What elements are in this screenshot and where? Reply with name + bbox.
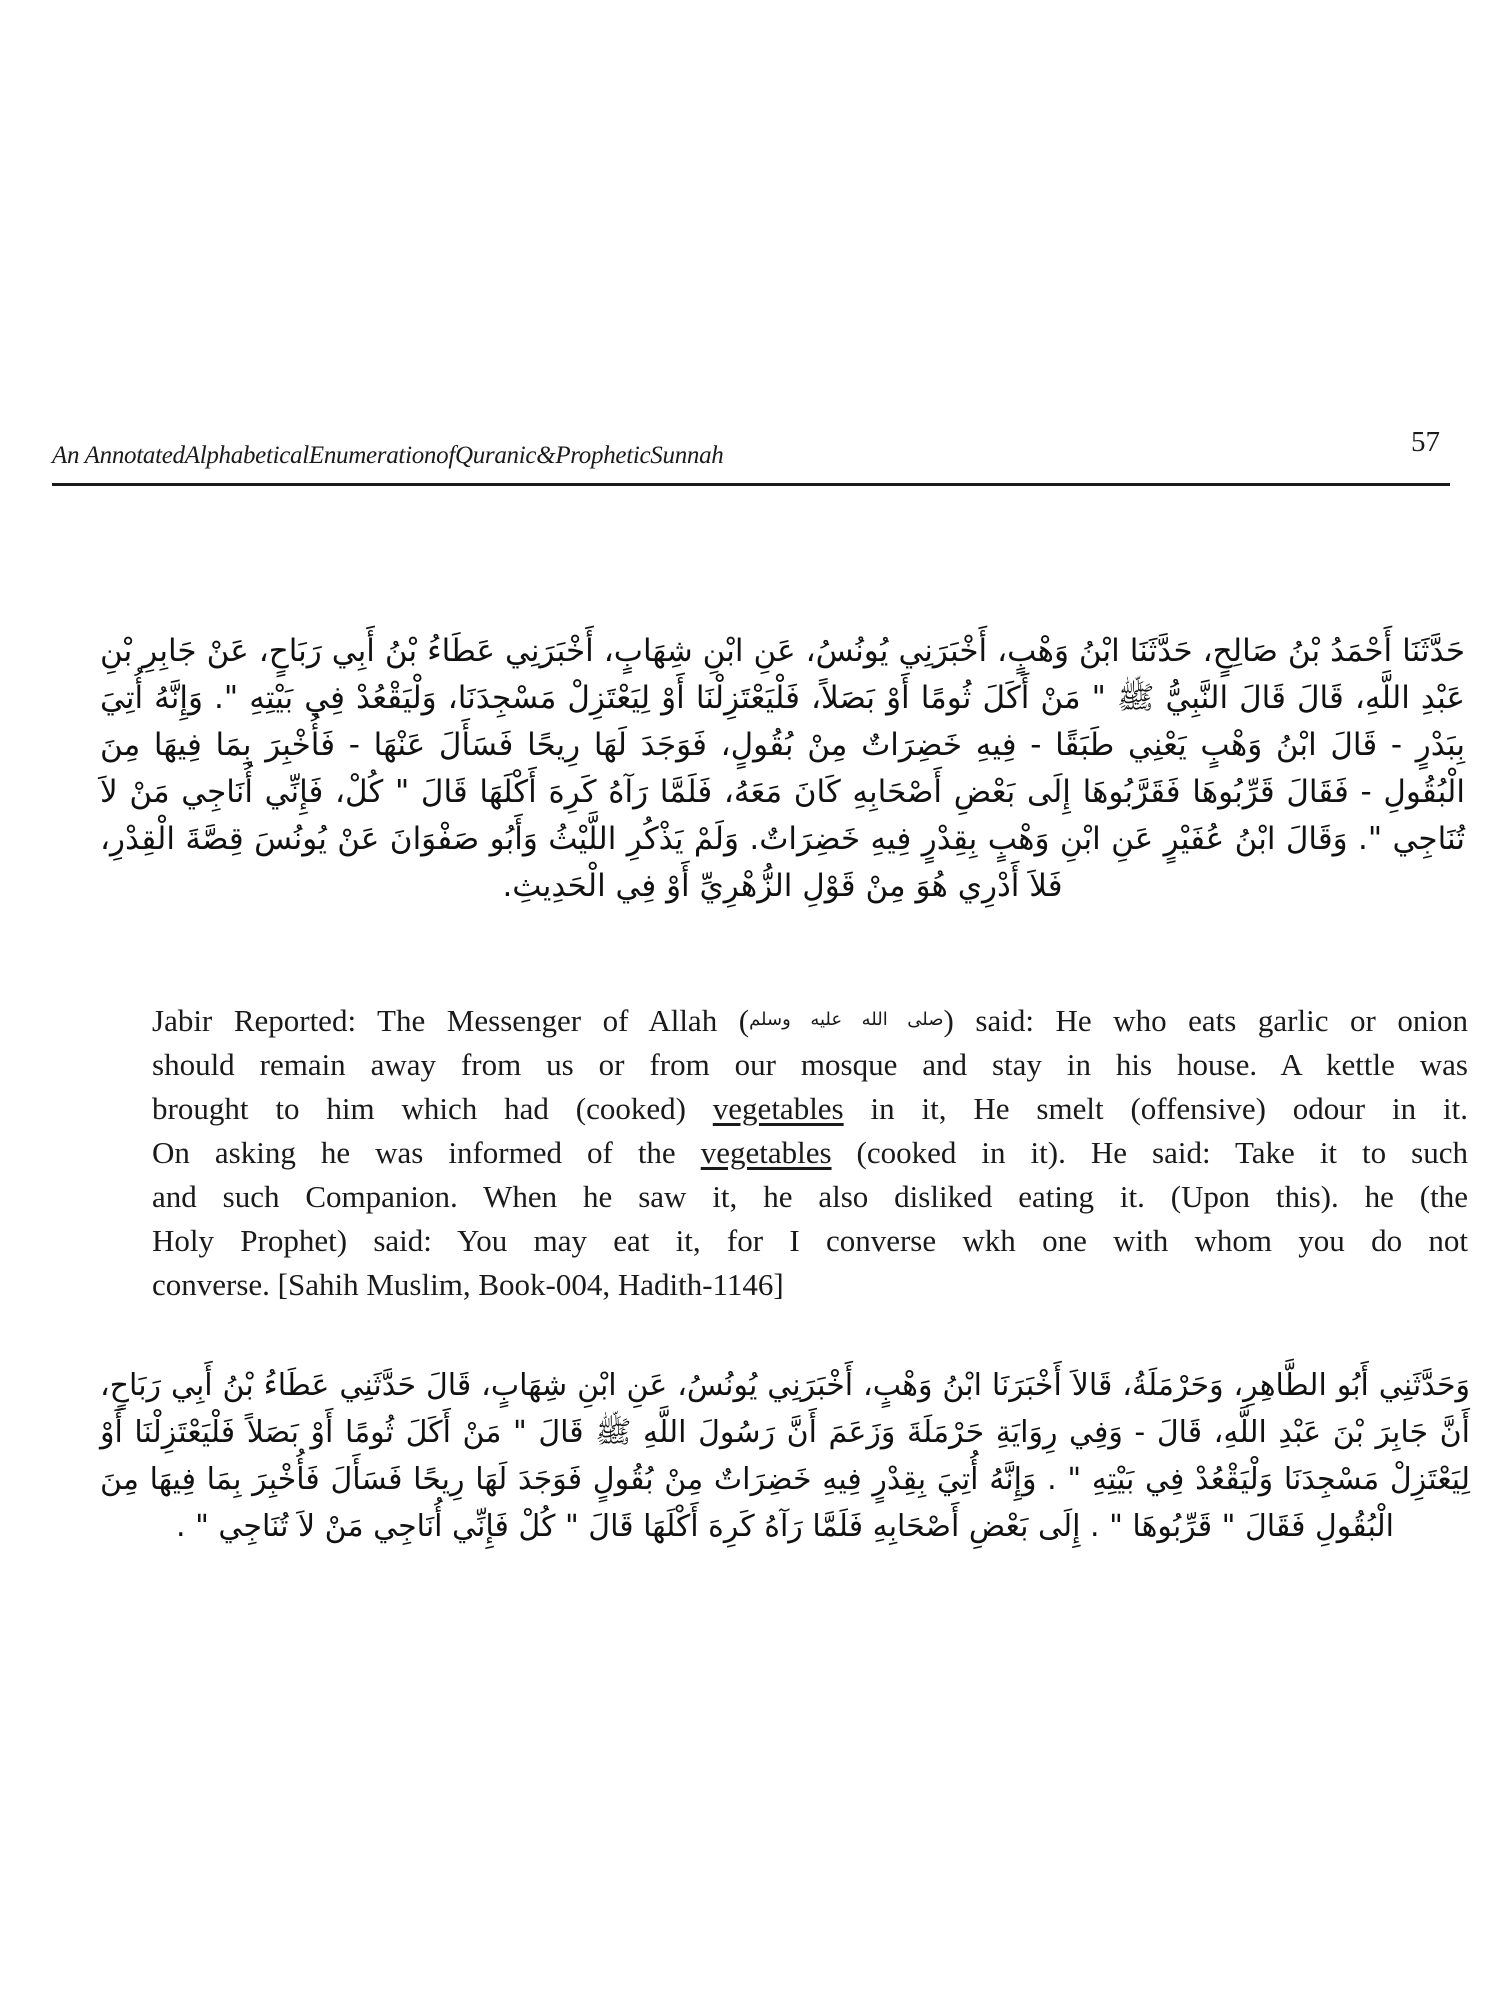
running-header-title: An AnnotatedAlphabeticalEnumerationofQuranic&PropheticSunnah (52, 442, 724, 469)
header-rule (52, 483, 1450, 486)
translation-line: Holy Prophet) said: You may eat it, for I converse wkh one with whom you do not (152, 1223, 1468, 1258)
translation-line (152, 1131, 1468, 1175)
page-header (52, 420, 1450, 480)
page-number: 57 (1411, 426, 1440, 458)
pbuh-honorific-symbol: صلى الله عليه وسلم (749, 1009, 944, 1030)
translation-line: and such Companion. When he saw it, he also disliked eating it. (Upon this). he (the (152, 1179, 1468, 1214)
underlined-keyword: vegetables (700, 1135, 832, 1170)
underlined-keyword: vegetables (712, 1091, 844, 1126)
translation-line (152, 998, 1468, 1043)
translation-line: should remain away from us or from our mosque and stay in his house. A kettle was (152, 1047, 1468, 1082)
arabic-hadith-muslim: وَحَدَّثَنِي أَبُو الطَّاهِرِ، وَحَرْمَلَةُ، قَالاَ أَخْبَرَنَا ابْنُ وَهْبٍ، أَخْبَرَنِي يُونُسُ، عَنِ ابْنِ شِهَابٍ، قَالَ حَدَّثَنِي عَطَاءُ بْنُ أَبِي رَبَاحٍ، أَنَّ جَابِرَ بْنَ عَبْدِ اللَّهِ، قَالَ - وَفِي رِوَايَةِ حَرْمَلَةَ وَزَعَمَ أَنَّ رَسُولَ اللَّهِ ﷺ قَالَ " مَنْ أَكَلَ ثُومًا أَوْ بَصَلاً فَلْيَعْتَزِلْنَا أَوْ لِيَعْتَزِلْ مَسْجِدَنَا وَلْيَقْعُدْ فِي بَيْتِهِ " . وَإِنَّهُ أُتِيَ بِقِدْرٍ فِيهِ خَضِرَاتٌ مِنْ بُقُولٍ فَوَجَدَ لَهَا رِيحًا فَسَأَلَ فَأُخْبِرَ بِمَا فِيهَا مِنَ الْبُقُولِ فَقَالَ " قَرِّبُوهَا " . إِلَى بَعْضِ أَصْحَابِهِ فَلَمَّا رَآهُ كَرِهَ أَكْلَهَا قَالَ " كُلْ فَإِنِّي أُنَاجِي مَنْ لاَ تُنَاجِي " . (100, 1368, 1470, 1544)
translation-text: brought to him which had (cooked) (152, 1091, 713, 1126)
english-translation (152, 998, 1468, 1307)
translation-text: On asking he was informed of the (152, 1135, 701, 1170)
translation-text: in it, He smelt (offensive) odour in it. (843, 1091, 1468, 1126)
translation-citation-line: converse. [Sahih Muslim, Book-004, Hadith-1146] (152, 1267, 784, 1302)
translation-text: ) said: He who eats garlic or onion (943, 1003, 1468, 1038)
translation-line (152, 1087, 1468, 1131)
translation-text: Jabir Reported: The Messenger of Allah ( (152, 1003, 750, 1038)
translation-text: (cooked in it). He said: Take it to such (831, 1135, 1469, 1170)
arabic-hadith-bukhari: حَدَّثَنَا أَحْمَدُ بْنُ صَالِحٍ، حَدَّثَنَا ابْنُ وَهْبٍ، أَخْبَرَنِي يُونُسُ، عَنِ ابْنِ شِهَابٍ، أَخْبَرَنِي عَطَاءُ بْنُ أَبِي رَبَاحٍ، عَنْ جَابِرِ بْنِ عَبْدِ اللَّهِ، قَالَ قَالَ النَّبِيُّ ﷺ " مَنْ أَكَلَ ثُومًا أَوْ بَصَلاً، فَلْيَعْتَزِلْنَا أَوْ لِيَعْتَزِلْ مَسْجِدَنَا، وَلْيَقْعُدْ فِي بَيْتِهِ ". وَإِنَّهُ أُتِيَ بِبَدْرٍ - قَالَ ابْنُ وَهْبٍ يَعْنِي طَبَقًا - فِيهِ خَضِرَاتٌ مِنْ بُقُولٍ، فَوَجَدَ لَهَا رِيحًا فَسَأَلَ عَنْهَا - فَأُخْبِرَ بِمَا فِيهَا مِنَ الْبُقُولِ - فَقَالَ قَرِّبُوهَا فَقَرَّبُوهَا إِلَى بَعْضِ أَصْحَابِهِ كَانَ مَعَهُ، فَلَمَّا رَآهُ كَرِهَ أَكْلَهَا قَالَ " كُلْ، فَإِنِّي أُنَاجِي مَنْ لاَ تُنَاجِي ". وَقَالَ ابْنُ عُفَيْرٍ عَنِ ابْنِ وَهْبٍ بِقِدْرٍ فِيهِ خَضِرَاتٌ. وَلَمْ يَذْكُرِ اللَّيْثُ وَأَبُو صَفْوَانَ عَنْ يُونُسَ قِصَّةَ الْقِدْرِ، فَلاَ أَدْرِي هُوَ مِنْ قَوْلِ الزُّهْرِيِّ أَوْ فِي الْحَدِيثِ. (100, 633, 1465, 904)
